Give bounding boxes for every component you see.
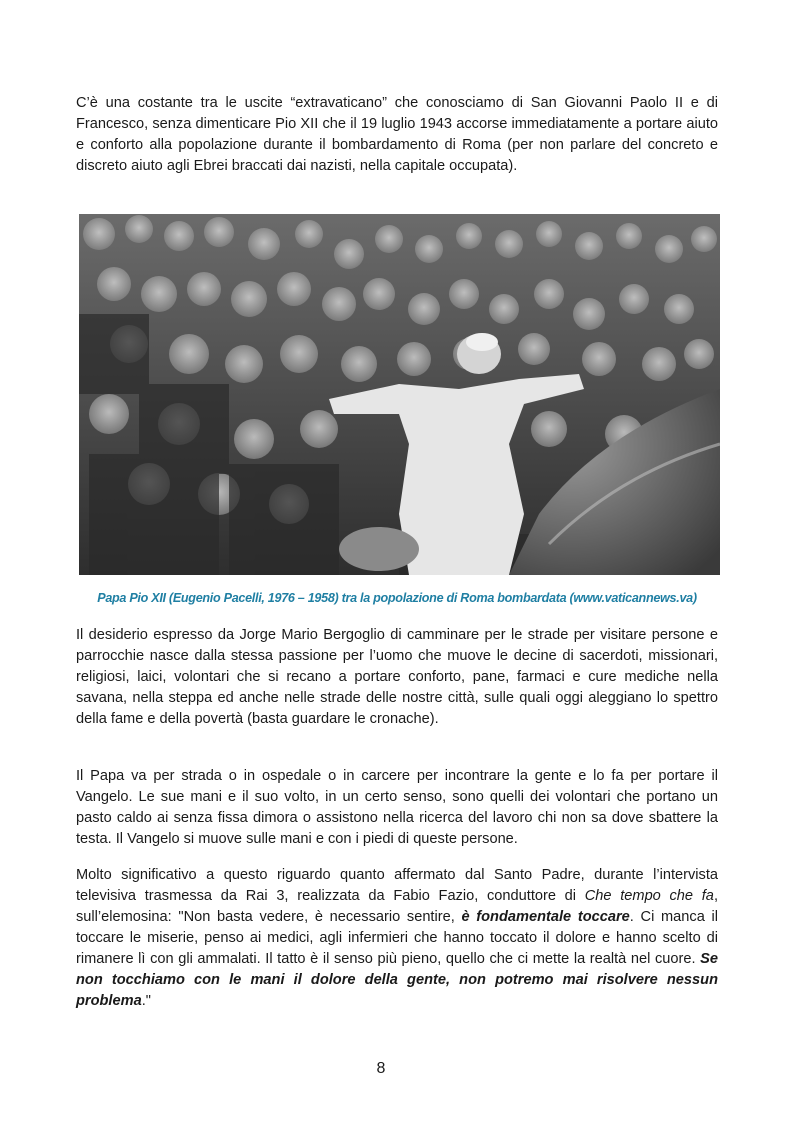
paragraph-vangelo: Il Papa va per strada o in ospedale o in carcere per incontrare la gente e lo fa per portare il Vangelo. Le sue mani e il suo volto, in un certo senso, sono quelli dei volontari che portano un pasto caldo ai senza fissa dimora o assistono nella ricerca del lavoro chi non sa dove sbattere la testa. Il Vangelo si muove sulle mani e con i piedi di queste persone.	[76, 768, 718, 847]
paragraph-quote	[76, 865, 718, 1012]
emphasis-problema: Se non tocchiamo con le mani il dolore della gente, non potremo mai risolvere nessun problema	[76, 951, 718, 1009]
quote-text-1: Molto significativo a questo riguardo quanto affermato dal Santo Padre, durante l’intervista televisiva trasmessa da Rai 3, realizzata da Fabio Fazio, conduttore di	[76, 867, 718, 904]
show-title: Che tempo che fa	[584, 888, 714, 904]
paragraph-bergoglio: Il desiderio espresso da Jorge Mario Bergoglio di camminare per le strade per visitare persone e parrocchie nasce dalla stessa passione per l’uomo che muove le decine di sacerdoti, missionari, religiosi, laici, volontari che si recano a portare conforto, pane, farmaci e cure mediche nella savana, nella steppa ed anche nelle strade delle nostre città, sulle quali oggi aleggiano lo spettro della fame e della povertà (basta guardare le cronache).	[76, 627, 718, 727]
quote-text-4: ."	[141, 993, 151, 1009]
page-number: 8	[376, 1060, 386, 1077]
crowd-photograph	[79, 214, 720, 575]
photo-image	[79, 214, 720, 575]
quote-text-3: . Ci manca il toccare le miserie, penso ai medici, agli infermieri che hanno toccato il dolore e hanno scelto di rimanere lì con gli ammalati. Il tatto è il senso più pieno, quello che ci mette la realtà nel cuore.	[76, 909, 718, 967]
emphasis-toccare: è fondamentale toccare	[461, 909, 630, 925]
paragraph-intro: C’è una costante tra le uscite “extravaticano” che conosciamo di San Giovanni Paolo II e di Francesco, senza dimenticare Pio XII che il 19 luglio 1943 accorse immediatamente a portare aiuto e conforto alla popolazione durante il bombardamento di Roma (per non parlare del concreto e discreto aiuto agli Ebrei braccati dai nazisti, nella capitale occupata).	[76, 95, 718, 174]
photo-caption: Papa Pio XII (Eugenio Pacelli, 1976 – 1958) tra la popolazione di Roma bombardata (www.vaticannews.va)	[97, 591, 697, 605]
quote-text-2: , sull’elemosina: "Non basta vedere, è necessario sentire,	[76, 888, 718, 925]
